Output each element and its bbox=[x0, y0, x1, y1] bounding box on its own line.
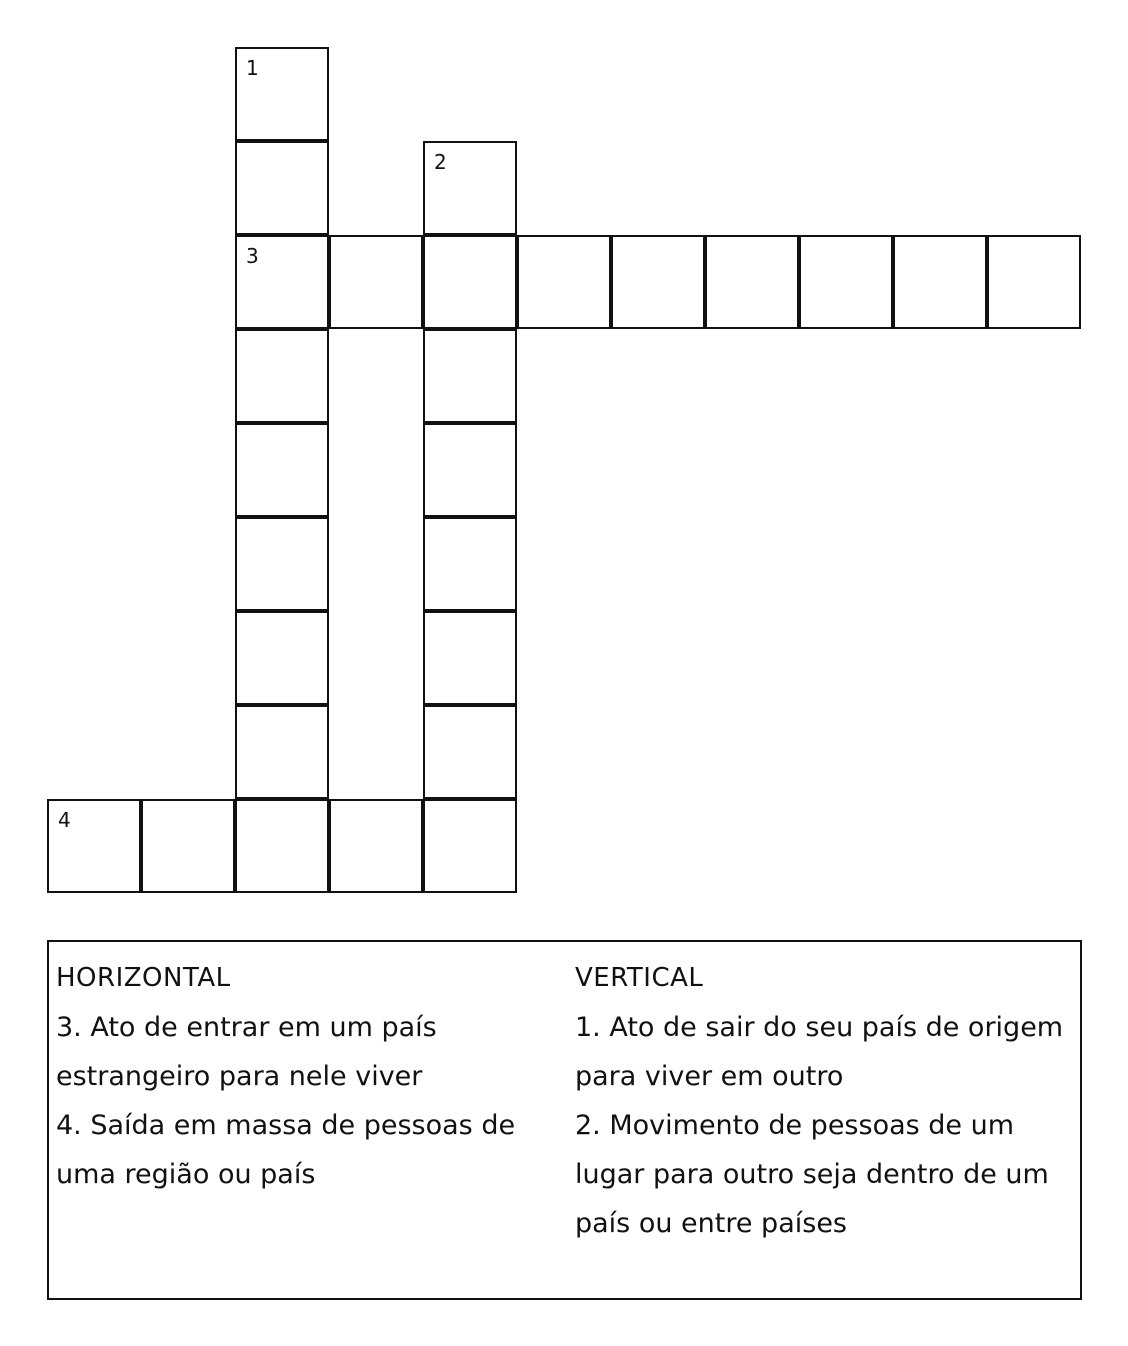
clue-vertical-2: 2. Movimento de pessoas de um lugar para outro seja dentro de um país ou entre países bbox=[575, 1110, 1049, 1239]
crossword-cell[interactable] bbox=[423, 141, 517, 235]
crossword-cell[interactable] bbox=[423, 423, 517, 517]
crossword-cell[interactable] bbox=[235, 517, 329, 611]
crossword-cell[interactable] bbox=[517, 235, 611, 329]
crossword-cell[interactable] bbox=[235, 329, 329, 423]
cell-number: 4 bbox=[58, 808, 71, 832]
crossword-cell[interactable] bbox=[235, 799, 329, 893]
vertical-heading: VERTICAL bbox=[575, 963, 704, 993]
crossword-cell[interactable] bbox=[893, 235, 987, 329]
crossword-cell[interactable] bbox=[423, 329, 517, 423]
crossword-cell[interactable] bbox=[423, 611, 517, 705]
crossword-cell[interactable] bbox=[235, 611, 329, 705]
cell-number: 2 bbox=[434, 150, 447, 174]
horizontal-heading: HORIZONTAL bbox=[56, 963, 231, 993]
crossword-cell[interactable] bbox=[423, 517, 517, 611]
crossword-cell[interactable] bbox=[141, 799, 235, 893]
crossword-cell[interactable] bbox=[235, 705, 329, 799]
cell-number: 3 bbox=[246, 244, 259, 268]
cell-number: 1 bbox=[246, 56, 259, 80]
crossword-cell[interactable] bbox=[329, 799, 423, 893]
crossword-cell[interactable] bbox=[705, 235, 799, 329]
crossword-cell[interactable] bbox=[235, 423, 329, 517]
crossword-cell[interactable] bbox=[423, 235, 517, 329]
crossword-cell[interactable] bbox=[47, 799, 141, 893]
clue-horizontal-3: 3. Ato de entrar em um país estrangeiro para nele viver bbox=[56, 1012, 437, 1092]
crossword-cell[interactable] bbox=[611, 235, 705, 329]
vertical-clues bbox=[575, 954, 1075, 1248]
horizontal-clues bbox=[56, 954, 526, 1199]
crossword-cell[interactable] bbox=[423, 705, 517, 799]
clues-box bbox=[47, 940, 1082, 1300]
crossword-cell[interactable] bbox=[329, 235, 423, 329]
clue-horizontal-4: 4. Saída em massa de pessoas de uma região ou país bbox=[56, 1110, 516, 1190]
crossword-cell[interactable] bbox=[799, 235, 893, 329]
crossword-cell[interactable] bbox=[235, 141, 329, 235]
clue-vertical-1: 1. Ato de sair do seu país de origem para viver em outro bbox=[575, 1012, 1064, 1092]
crossword-cell[interactable] bbox=[235, 235, 329, 329]
crossword-cell[interactable] bbox=[423, 799, 517, 893]
crossword-cell[interactable] bbox=[235, 47, 329, 141]
crossword-cell[interactable] bbox=[987, 235, 1081, 329]
